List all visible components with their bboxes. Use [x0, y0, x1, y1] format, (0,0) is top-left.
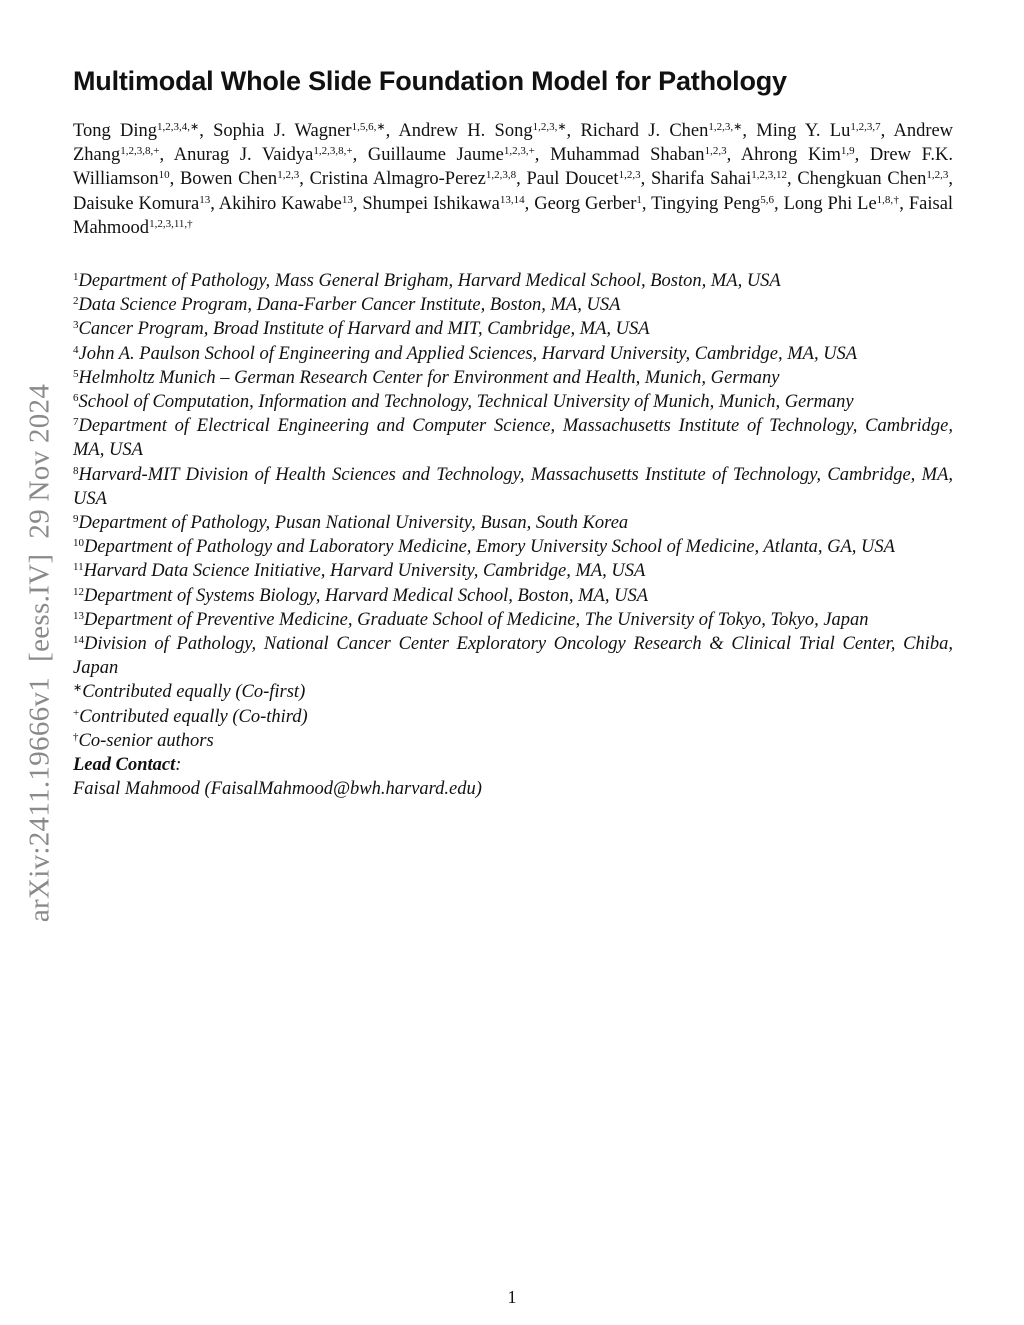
affiliation-text: Division of Pathology, National Cancer Center Exploratory Oncology Research & Clinical Trial Center, Chiba, Japan — [73, 634, 953, 679]
affiliation-text: Department of Preventive Medicine, Graduate School of Medicine, The University of Tokyo, Tokyo, Japan — [84, 609, 869, 630]
author-name: Sophia J. Wagner — [213, 121, 352, 141]
author — [741, 145, 855, 165]
author — [219, 194, 353, 214]
affiliation-mark: 3 — [73, 319, 79, 332]
affiliation-text: Department of Pathology, Pusan National University, Busan, South Korea — [78, 513, 629, 534]
lead-contact-heading — [73, 753, 953, 777]
author-affiliation-marks: 1,9 — [840, 145, 855, 158]
author-name: Richard J. Chen — [580, 121, 709, 141]
author-name: Georg Gerber — [534, 193, 637, 214]
author — [756, 121, 880, 141]
author-affiliation-marks: 1,2,3,+ — [503, 145, 535, 158]
affiliation — [73, 390, 953, 414]
affiliation — [73, 366, 953, 390]
author-name: Andrew Zhang — [73, 121, 954, 166]
author-affiliation-marks: 1,2,3,12 — [751, 169, 787, 182]
affiliation — [73, 414, 953, 462]
affiliation-text: Contributed equally (Co-third) — [79, 706, 308, 727]
affiliation-mark: 5 — [73, 367, 79, 380]
author-name: Ming Y. Lu — [756, 121, 851, 141]
author-affiliation-marks: 1,2,3 — [704, 145, 727, 158]
author-name: Daisuke Komura — [73, 193, 200, 214]
author-affiliation-marks: 1,2,3 — [618, 169, 641, 182]
affiliation-mark: 10 — [73, 537, 84, 550]
affiliation-mark: + — [73, 706, 80, 719]
author-name: Paul Doucet — [526, 169, 619, 190]
author-affiliation-marks: 10 — [158, 169, 170, 182]
author-name: Andrew H. Song — [398, 121, 533, 141]
affiliation — [73, 680, 953, 704]
author-name: Faisal Mahmood — [73, 193, 954, 238]
affiliation — [73, 342, 953, 366]
author-name: Guillaume Jaume — [367, 145, 504, 166]
author-name: Chengkuan Chen — [797, 169, 927, 190]
author — [73, 194, 210, 214]
affiliation — [73, 269, 953, 293]
author-name: Tong Ding — [73, 121, 158, 141]
author-affiliation-marks: 1,2,3,4,∗ — [157, 121, 200, 133]
affiliation — [73, 463, 953, 511]
affiliation-text: Helmholtz Munich – German Research Center for Environment and Health, Munich, Germany — [78, 367, 780, 388]
author-affiliation-marks: 1,2,3 — [277, 169, 300, 182]
affiliation-text: Department of Systems Biology, Harvard Medical School, Boston, MA, USA — [84, 585, 648, 606]
author — [580, 121, 742, 141]
affiliation — [73, 705, 953, 729]
affiliation-mark: 14 — [73, 634, 84, 647]
affiliation-mark: ∗ — [73, 682, 83, 695]
affiliation-text: Contributed equally (Co-first) — [82, 682, 306, 703]
affiliation — [73, 632, 953, 680]
author — [651, 169, 787, 189]
author-affiliation-marks: 1,2,3,8 — [485, 169, 517, 182]
affiliation-mark: 12 — [73, 585, 84, 598]
author — [368, 145, 535, 165]
affiliation — [73, 293, 953, 317]
author — [362, 194, 524, 214]
author — [213, 121, 385, 141]
author-list: Tong Ding$^{1,2,3,4,∗}$, Sophia J. Wagner$^{1,5,6,∗}$, Andrew H. Song$^{1,2,3,∗}$, Richard J. Chen$^{1,2,3,∗}$, Ming Y. Lu$^{1,2,3,7}$, Andrew Zhang$^{1,2,3,8,+}$, Anurag J. Vaidya$^{1,2,3,8,+}$, Guillaume Jaume$^{1,2,3,+}$, Muhammad Shaban$^{1,2,3}$, Ahrong Kim$^{1,9}$, Drew F.K. Williamson$^{10}$, Bowen Chen$^{1,2,3}$, Cristina Almagro-Perez$^{1,2,3,8}$, Paul Doucet$^{1,2,3}$, Sharifa Sahai$^{1,2,3,12}$, Chengkuan Chen$^{1,2,3}$, Daisuke Komura$^{13}$, Akihiro Kawabe$^{13}$, Shumpei Ishikawa$^{13,14}$, Georg Gerber$^1$, Tingying Peng$^{5,6}$, Long Phi $Le^{1,8,\dagger}$, Faisal Mahmood$^{1,2,3,11,\dagger}$ — [73, 121, 954, 238]
author-affiliation-marks: 13 — [199, 193, 211, 206]
affiliation-mark: 6 — [73, 392, 79, 405]
affiliation-text: Department of Pathology, Mass General Brigham, Harvard Medical School, Boston, MA, USA — [78, 271, 781, 291]
author-affiliation-marks: 1,2,3,∗ — [708, 121, 743, 133]
affiliation-text: Harvard Data Science Initiative, Harvard University, Cambridge, MA, USA — [83, 561, 646, 582]
author — [527, 169, 641, 189]
affiliation-text: Data Science Program, Dana-Farber Cancer Institute, Boston, MA, USA — [78, 295, 621, 316]
author — [310, 169, 517, 189]
author-name: Anurag J. Vaidya — [173, 145, 314, 166]
author-affiliation-marks: 1,5,6,∗ — [351, 121, 386, 133]
affiliation — [73, 608, 953, 632]
affiliation — [73, 559, 953, 583]
affiliation-mark: 7 — [73, 416, 79, 429]
page-number: 1 — [507, 1287, 517, 1307]
author — [784, 194, 900, 214]
author — [73, 121, 199, 141]
affiliation-mark: 1 — [73, 271, 79, 283]
paper-title: Multimodal Whole Slide Foundation Model for Pathology — [73, 66, 787, 96]
author-name: Long Phi Le — [783, 193, 877, 214]
author — [797, 169, 948, 189]
affiliation-list — [73, 269, 953, 801]
affiliation — [73, 511, 953, 535]
author-name: Tingying Peng — [651, 193, 761, 214]
affiliation-text: Cancer Program, Broad Institute of Harvard and MIT, Cambridge, MA, USA — [78, 319, 650, 340]
author-affiliation-marks: 1,8,† — [876, 193, 900, 206]
author-name: Drew F.K. Williamson — [73, 145, 954, 190]
author-name: Akihiro Kawabe — [218, 193, 342, 214]
affiliation-mark: 2 — [73, 295, 79, 308]
author — [180, 169, 299, 189]
author-affiliation-marks: 1,2,3,8,+ — [313, 145, 353, 158]
affiliation-mark: 11 — [73, 561, 84, 574]
author-affiliation-marks: 1,2,3,8,+ — [120, 145, 160, 158]
affiliation-mark: 8 — [73, 464, 79, 477]
affiliation-text: Harvard-MIT Division of Health Sciences and Technology, Massachusetts Institute of Technology, Cambridge, MA, USA — [73, 464, 953, 509]
lead-contact-label: Lead Contact — [73, 755, 176, 776]
author-affiliation-marks: 1,2,3,11,† — [149, 217, 193, 230]
affiliation-mark: 13 — [73, 609, 84, 622]
affiliation-mark: † — [73, 730, 79, 743]
author-affiliation-marks: 1,2,3 — [926, 169, 949, 182]
affiliation — [73, 584, 953, 608]
author-affiliation-marks: 1,2,3,∗ — [532, 121, 567, 133]
affiliation-mark: 4 — [73, 343, 79, 356]
affiliation — [73, 729, 953, 753]
lead-contact-colon: : — [175, 755, 182, 776]
author-affiliation-marks: 13,14 — [499, 193, 525, 206]
author — [174, 145, 353, 165]
affiliation-text: Co-senior authors — [78, 730, 214, 751]
author — [398, 121, 566, 141]
author-name: Muhammad Shaban — [550, 145, 705, 166]
lead-contact-info: Faisal Mahmood (FaisalMahmood@bwh.harvard.edu) — [73, 779, 482, 800]
author — [550, 145, 727, 165]
affiliation-mark: 9 — [73, 513, 79, 526]
affiliation — [73, 535, 953, 559]
author-name: Cristina Almagro-Perez — [309, 169, 486, 190]
affiliation-text: Department of Electrical Engineering and Computer Science, Massachusetts Institute of Technology, Cambridge, MA, USA — [73, 416, 953, 461]
author-affiliation-marks: 5,6 — [760, 193, 774, 206]
author — [651, 194, 774, 214]
author-name: Ahrong Kim — [740, 145, 841, 166]
affiliation — [73, 317, 953, 341]
author-name: Bowen Chen — [179, 169, 278, 190]
author-name: Sharifa Sahai — [650, 169, 752, 190]
author-name: Shumpei Ishikawa — [362, 193, 500, 214]
affiliation-text: Department of Pathology and Laboratory Medicine, Emory University School of Medicine, Atlanta, GA, USA — [84, 537, 895, 558]
author-affiliation-marks: 1,2,3,7 — [850, 121, 881, 133]
arxiv-identifier[interactable]: arXiv:2411.19666v1 [eess.IV] 29 Nov 2024 — [23, 383, 56, 923]
author — [534, 194, 642, 214]
affiliation-text: John A. Paulson School of Engineering and Applied Sciences, Harvard University, Cambridge, MA, USA — [78, 343, 858, 364]
affiliation-text: School of Computation, Information and Technology, Technical University of Munich, Munich, Germany — [78, 392, 854, 413]
author-affiliation-marks: 1 — [636, 193, 642, 206]
author-affiliation-marks: 13 — [341, 193, 353, 206]
